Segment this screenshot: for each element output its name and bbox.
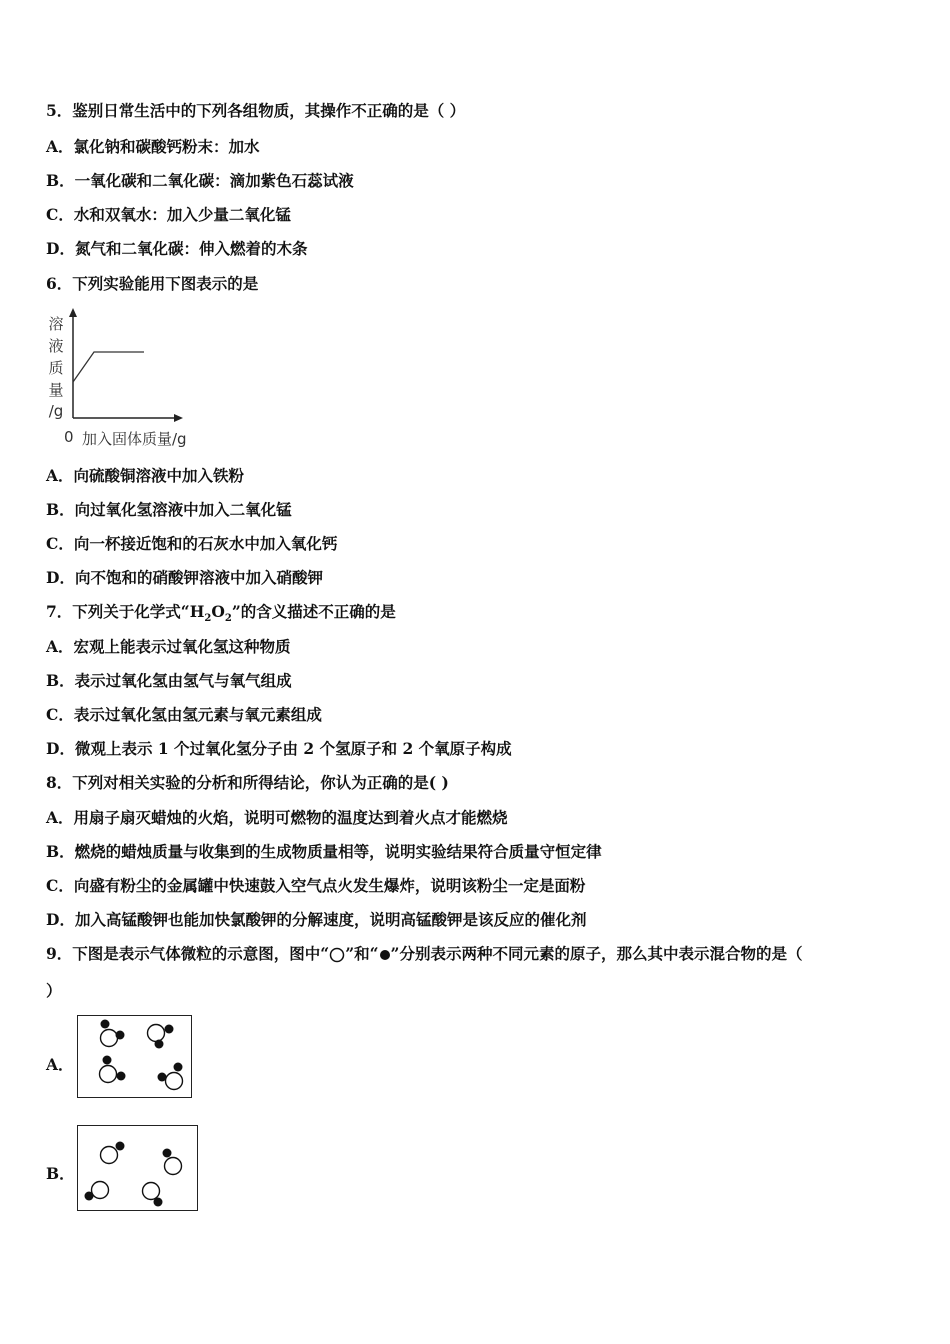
open-circle-atom-icon [329,947,345,963]
x-axis-arrow [174,414,183,422]
open-atom [100,1066,117,1083]
q6-option-d: D．向不饱和的硝酸钾溶液中加入硝酸钾 [46,568,323,587]
molecule-4 [143,1183,163,1207]
filled-atom [154,1198,163,1207]
open-atom [101,1147,118,1164]
filled-atom [116,1031,125,1040]
y-label-char: 溶 [48,315,64,333]
open-atom [165,1158,182,1175]
filled-atom [103,1056,112,1065]
q8-stem: 8．下列对相关实验的分析和所得结论，你认为正确的是( ) [46,773,449,792]
q5-option-d: D．氮气和二氧化碳：伸入燃着的木条 [46,239,308,258]
q6-option-c: C．向一杯接近饱和的石灰水中加入氧化钙 [46,534,338,553]
molecule-2 [163,1149,182,1175]
molecule-3 [100,1056,126,1083]
graph-x-label: 加入固体质量/g [82,430,187,448]
filled-atom [165,1025,174,1034]
q9-option-a-box [77,1015,192,1098]
q7-stem-pre: 7．下列关于化学式“H [46,602,205,621]
y-label-char: 量 [48,381,64,399]
q9-option-a-molecules [78,1016,191,1097]
open-atom [143,1183,160,1200]
q9-option-b-molecules [78,1126,197,1210]
q7-option-d: D．微观上表示 1 个过氧化氢分子由 2 个氢原子和 2 个氧原子构成 [46,739,512,758]
q8-option-c: C．向盛有粉尘的金属罐中快速鼓入空气点火发生爆炸，说明该粉尘一定是面粉 [46,876,586,895]
filled-atom [101,1020,110,1029]
q7-stem-mid: O [211,602,225,621]
molecule-2 [148,1025,174,1049]
graph-axes [46,306,206,431]
q5-stem: 5．鉴别日常生活中的下列各组物质，其操作不正确的是（ ） [46,101,466,120]
molecule-3 [85,1182,109,1201]
open-atom [166,1073,183,1090]
y-label-char: 液 [48,337,64,355]
open-atom [148,1025,165,1042]
q9-option-b-label: B． [46,1164,75,1183]
q9-stem-end: ） [46,981,62,1000]
q9-stem [46,944,802,964]
q9-stem-pre: 9．下图是表示气体微粒的示意图，图中“ [46,944,330,963]
q7-option-a: A．宏观上能表示过氧化氢这种物质 [46,637,291,656]
filled-circle-atom-icon [379,949,391,961]
q5-option-c: C．水和双氧水：加入少量二氧化锰 [46,205,291,224]
q9-option-a-label: A． [46,1055,74,1074]
q9-stem-mid: ”和“ [345,944,379,963]
q7-sub2: 2 [224,613,232,625]
q9-option-b-box [77,1125,198,1211]
q8-option-d: D．加入高锰酸钾也能加快氯酸钾的分解速度，说明高锰酸钾是该反应的催化剂 [46,910,587,929]
q9-stem-post: ”分别表示两种不同元素的原子，那么其中表示混合物的是（ [390,944,803,963]
q8-option-b: B．燃烧的蜡烛质量与收集到的生成物质量相等，说明实验结果符合质量守恒定律 [46,842,602,861]
y-label-char: 质 [48,359,64,377]
filled-atom [116,1142,125,1151]
q6-stem: 6．下列实验能用下图表示的是 [46,274,259,293]
q6-graph [46,306,206,451]
open-atom [92,1182,109,1199]
y-axis-arrow [69,308,77,317]
filled-atom [158,1073,167,1082]
q8-option-a: A．用扇子扇灭蜡烛的火焰，说明可燃物的温度达到着火点才能燃烧 [46,808,508,827]
filled-atom [117,1072,126,1081]
q7-stem [46,602,396,629]
q5-option-a: A．氯化钠和碳酸钙粉末：加水 [46,137,260,156]
q7-sub1: 2 [204,613,212,625]
filled-atom [163,1149,172,1158]
q7-option-c: C．表示过氧化氢由氢元素与氧元素组成 [46,705,322,724]
filled-atom [85,1192,94,1201]
q6-option-b: B．向过氧化氢溶液中加入二氧化锰 [46,500,292,519]
filled-atom [174,1063,183,1072]
open-atom [101,1030,118,1047]
molecule-4 [158,1063,183,1090]
molecule-1 [101,1020,125,1047]
q7-stem-post: ”的含义描述不正确的是 [231,602,396,621]
molecule-1 [101,1142,125,1164]
graph-origin: 0 [64,428,74,446]
q7-option-b: B．表示过氧化氢由氢气与氧气组成 [46,671,292,690]
graph-curve [73,352,144,382]
q5-option-b: B．一氧化碳和二氧化碳：滴加紫色石蕊试液 [46,171,354,190]
filled-atom [155,1040,164,1049]
q6-option-a: A．向硫酸铜溶液中加入铁粉 [46,466,245,485]
y-label-unit: /g [48,402,64,420]
